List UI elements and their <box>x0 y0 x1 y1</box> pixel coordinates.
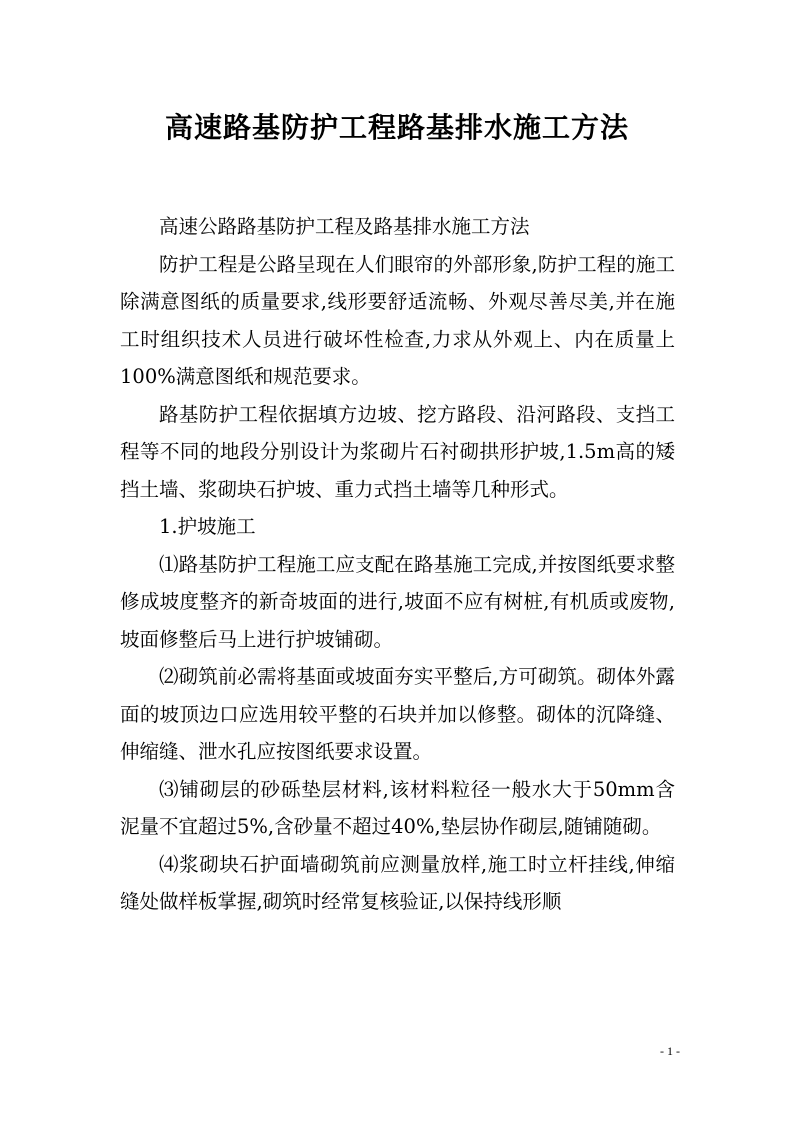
paragraph: ⑷浆砌块石护面墙砌筑前应测量放样,施工时立杆挂线,伸缩缝处做样板掌握,砌筑时经常复核验证,以保持线形顺 <box>120 852 675 913</box>
paragraph-subtitle: 高速公路路基防护工程及路基排水施工方法 <box>159 215 530 238</box>
paragraph: 路基防护工程依据填方边坡、挖方路段、沿河路段、支挡工程等不同的地段分别设计为浆砌片石衬砌拱形护坡,1.5m高的矮挡土墙、浆砌块石护坡、重力式挡土墙等几种形式。 <box>120 402 675 501</box>
section-heading: 1.护坡施工 <box>159 515 256 538</box>
paragraph: ⑴路基防护工程施工应支配在路基施工完成,并按图纸要求整修成坡度整齐的新奇坡面的进行,坡面不应有树桩,有机质或废物,坡面修整后马上进行护坡铺砌。 <box>120 552 675 651</box>
paragraph: 防护工程是公路呈现在人们眼帘的外部形象,防护工程的施工除满意图纸的质量要求,线形要舒适流畅、外观尽善尽美,并在施工时组织技术人员进行破坏性检查,力求从外观上、内在质量上100%满意图纸和规范要求。 <box>120 252 675 388</box>
page-number: - 1 - <box>660 1044 680 1058</box>
paragraph: ⑶铺砌层的砂砾垫层材料,该材料粒径一般水大于50mm含泥量不宜超过5%,含砂量不超过40%,垫层协作砌层,随铺随砌。 <box>120 777 675 838</box>
document-body <box>120 208 675 921</box>
paragraph: ⑵砌筑前必需将基面或坡面夯实平整后,方可砌筑。砌体外露面的坡顶边口应选用较平整的石块并加以修整。砌体的沉降缝、伸缩缝、泄水孔应按图纸要求设置。 <box>120 665 675 763</box>
document-title: 高速路基防护工程路基排水施工方法 <box>164 111 629 144</box>
